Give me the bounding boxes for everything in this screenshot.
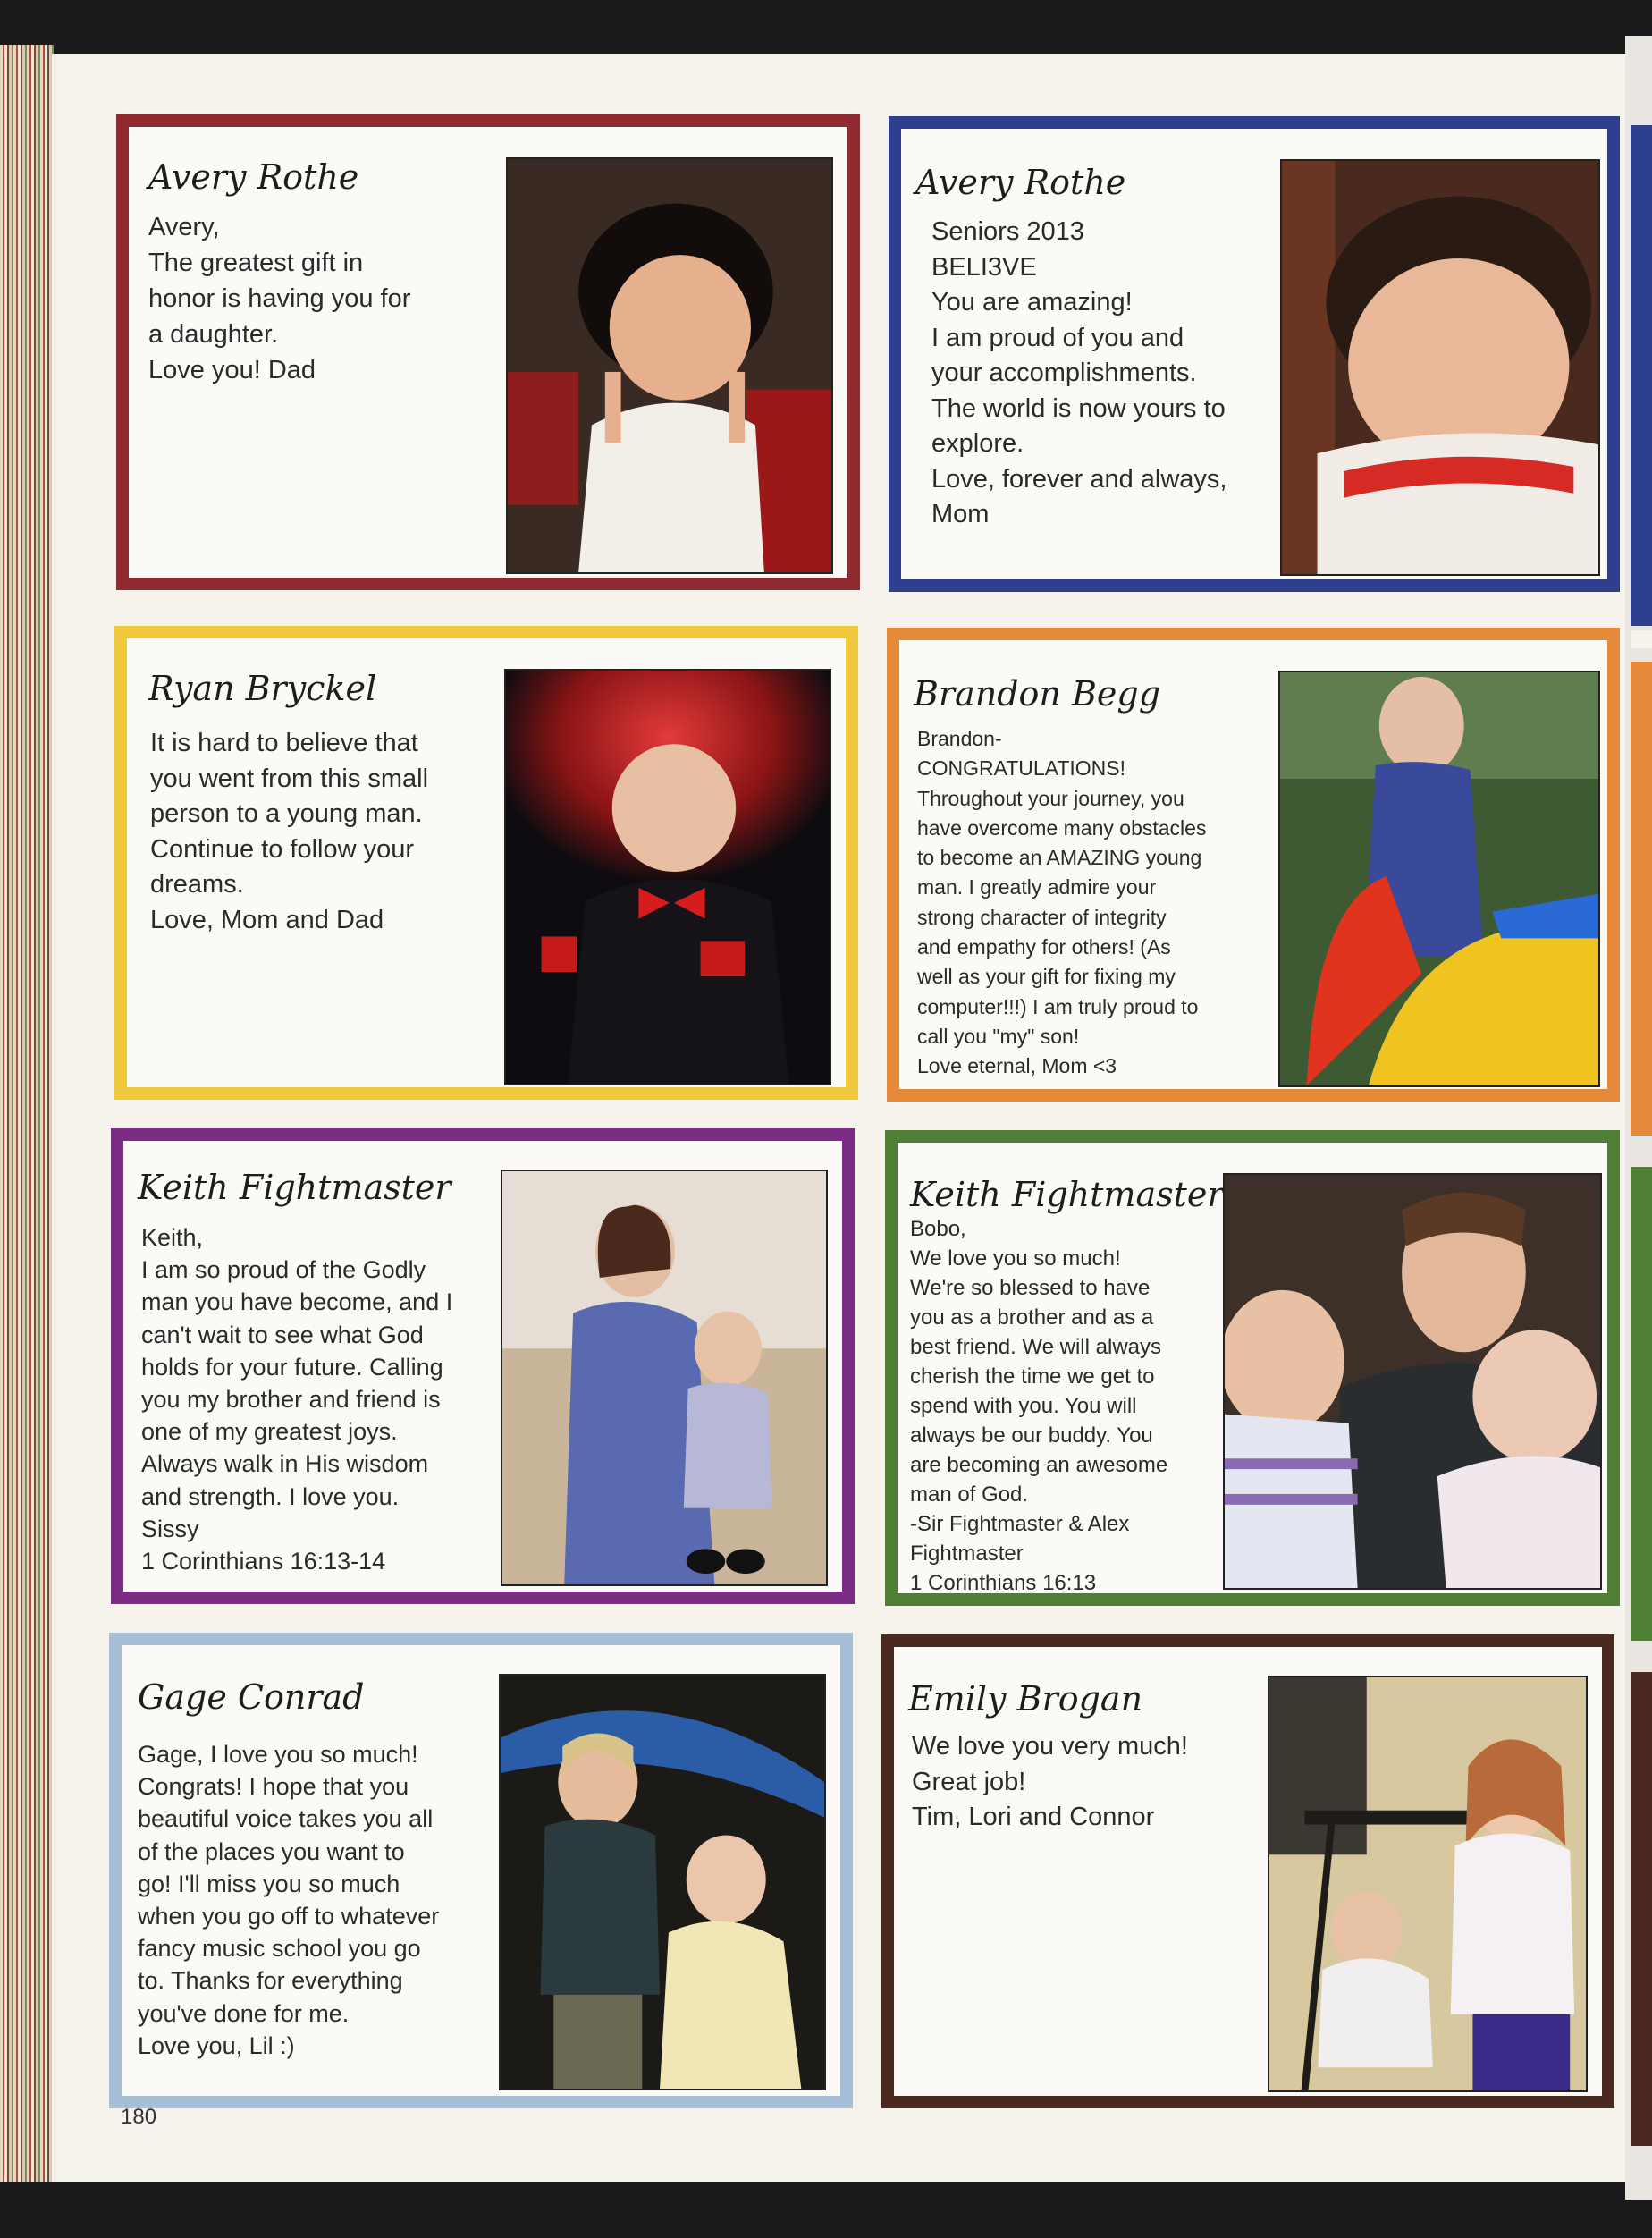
card-name: Gage Conrad xyxy=(138,1677,365,1717)
card-message: Avery, The greatest gift in honor is having you for a daughter. Love you! Dad xyxy=(148,213,411,384)
message-card-keith-sissy xyxy=(111,1128,855,1604)
page-number: 180 xyxy=(121,2105,157,2129)
card-message: Seniors 2013 BELI3VE You are amazing! I am proud of you and your accomplishments. The world is now yours to explore. Love, forever and always, Mom xyxy=(931,217,1227,528)
card-name: Keith Fightmaster xyxy=(138,1168,451,1207)
message-card-avery-mom xyxy=(889,116,1620,592)
infant-bowtie-photo xyxy=(504,669,831,1085)
message-card-gage xyxy=(109,1633,853,2108)
baby-photo xyxy=(1280,159,1600,576)
card-message: We love you very much! Great job! Tim, Lori and Connor xyxy=(912,1732,1188,1831)
message-card-avery-dad xyxy=(116,114,860,590)
kids-umbrella-photo xyxy=(499,1674,826,2090)
card-message: Bobo, We love you so much! We're so blessed to have you as a brother and as a best friend. We will always cherish the time we get to spend with you. You will always be our buddy. You are becoming an awesome man of God. -Sir Fightmaster & Alex Fightmaster 1 Corinthians 16:13 xyxy=(910,1217,1168,1595)
message-card-emily xyxy=(881,1634,1614,2108)
message-card-keith-brothers xyxy=(885,1130,1620,1606)
card-name: Emily Brogan xyxy=(908,1679,1143,1719)
message-card-ryan xyxy=(114,626,858,1100)
message-card-brandon xyxy=(887,628,1620,1102)
three-brothers-photo xyxy=(1223,1173,1602,1590)
card-name: Avery Rothe xyxy=(148,157,359,197)
card-message: Gage, I love you so much! Congrats! I hope that you beautiful voice takes you all of the places you want to go! I'll miss you so much when you go off to whatever fancy music school you go to. Thanks for everything you've done for me. Love you, Lil :) xyxy=(138,1741,440,2059)
card-name: Avery Rothe xyxy=(915,163,1126,202)
toddler-slide-photo xyxy=(1278,671,1600,1087)
card-message: It is hard to believe that you went from this small person to a young man. Continue to follow your dreams. Love, Mom and Dad xyxy=(150,729,429,934)
card-name: Brandon Begg xyxy=(914,674,1161,714)
next-page-edge xyxy=(1625,36,1652,2200)
baby-girl-photo xyxy=(506,157,833,574)
two-girls-photo xyxy=(1268,1676,1588,2092)
card-message: Keith, I am so proud of the Godly man you have become, and I can't wait to see what God holds for your future. Calling you my brother and friend is one of my greatest joys. Always walk in His wisdom and strength. I love you. Sissy 1 Corinthians 16:13-14 xyxy=(141,1224,453,1575)
card-message: Brandon- CONGRATULATIONS! Throughout your journey, you have overcome many obstacles to become an AMAZING young man. I greatly admire your strong character of integrity and empathy for others! (As well as your gift for fixing my computer!!!) I am truly proud to call you "my" son! Love eternal, Mom <3 xyxy=(917,727,1207,1078)
siblings-couch-photo xyxy=(501,1170,828,1586)
book-spine-edge xyxy=(0,45,54,2182)
card-name: Keith Fightmaster xyxy=(910,1175,1224,1214)
card-name: Ryan Bryckel xyxy=(148,669,377,708)
